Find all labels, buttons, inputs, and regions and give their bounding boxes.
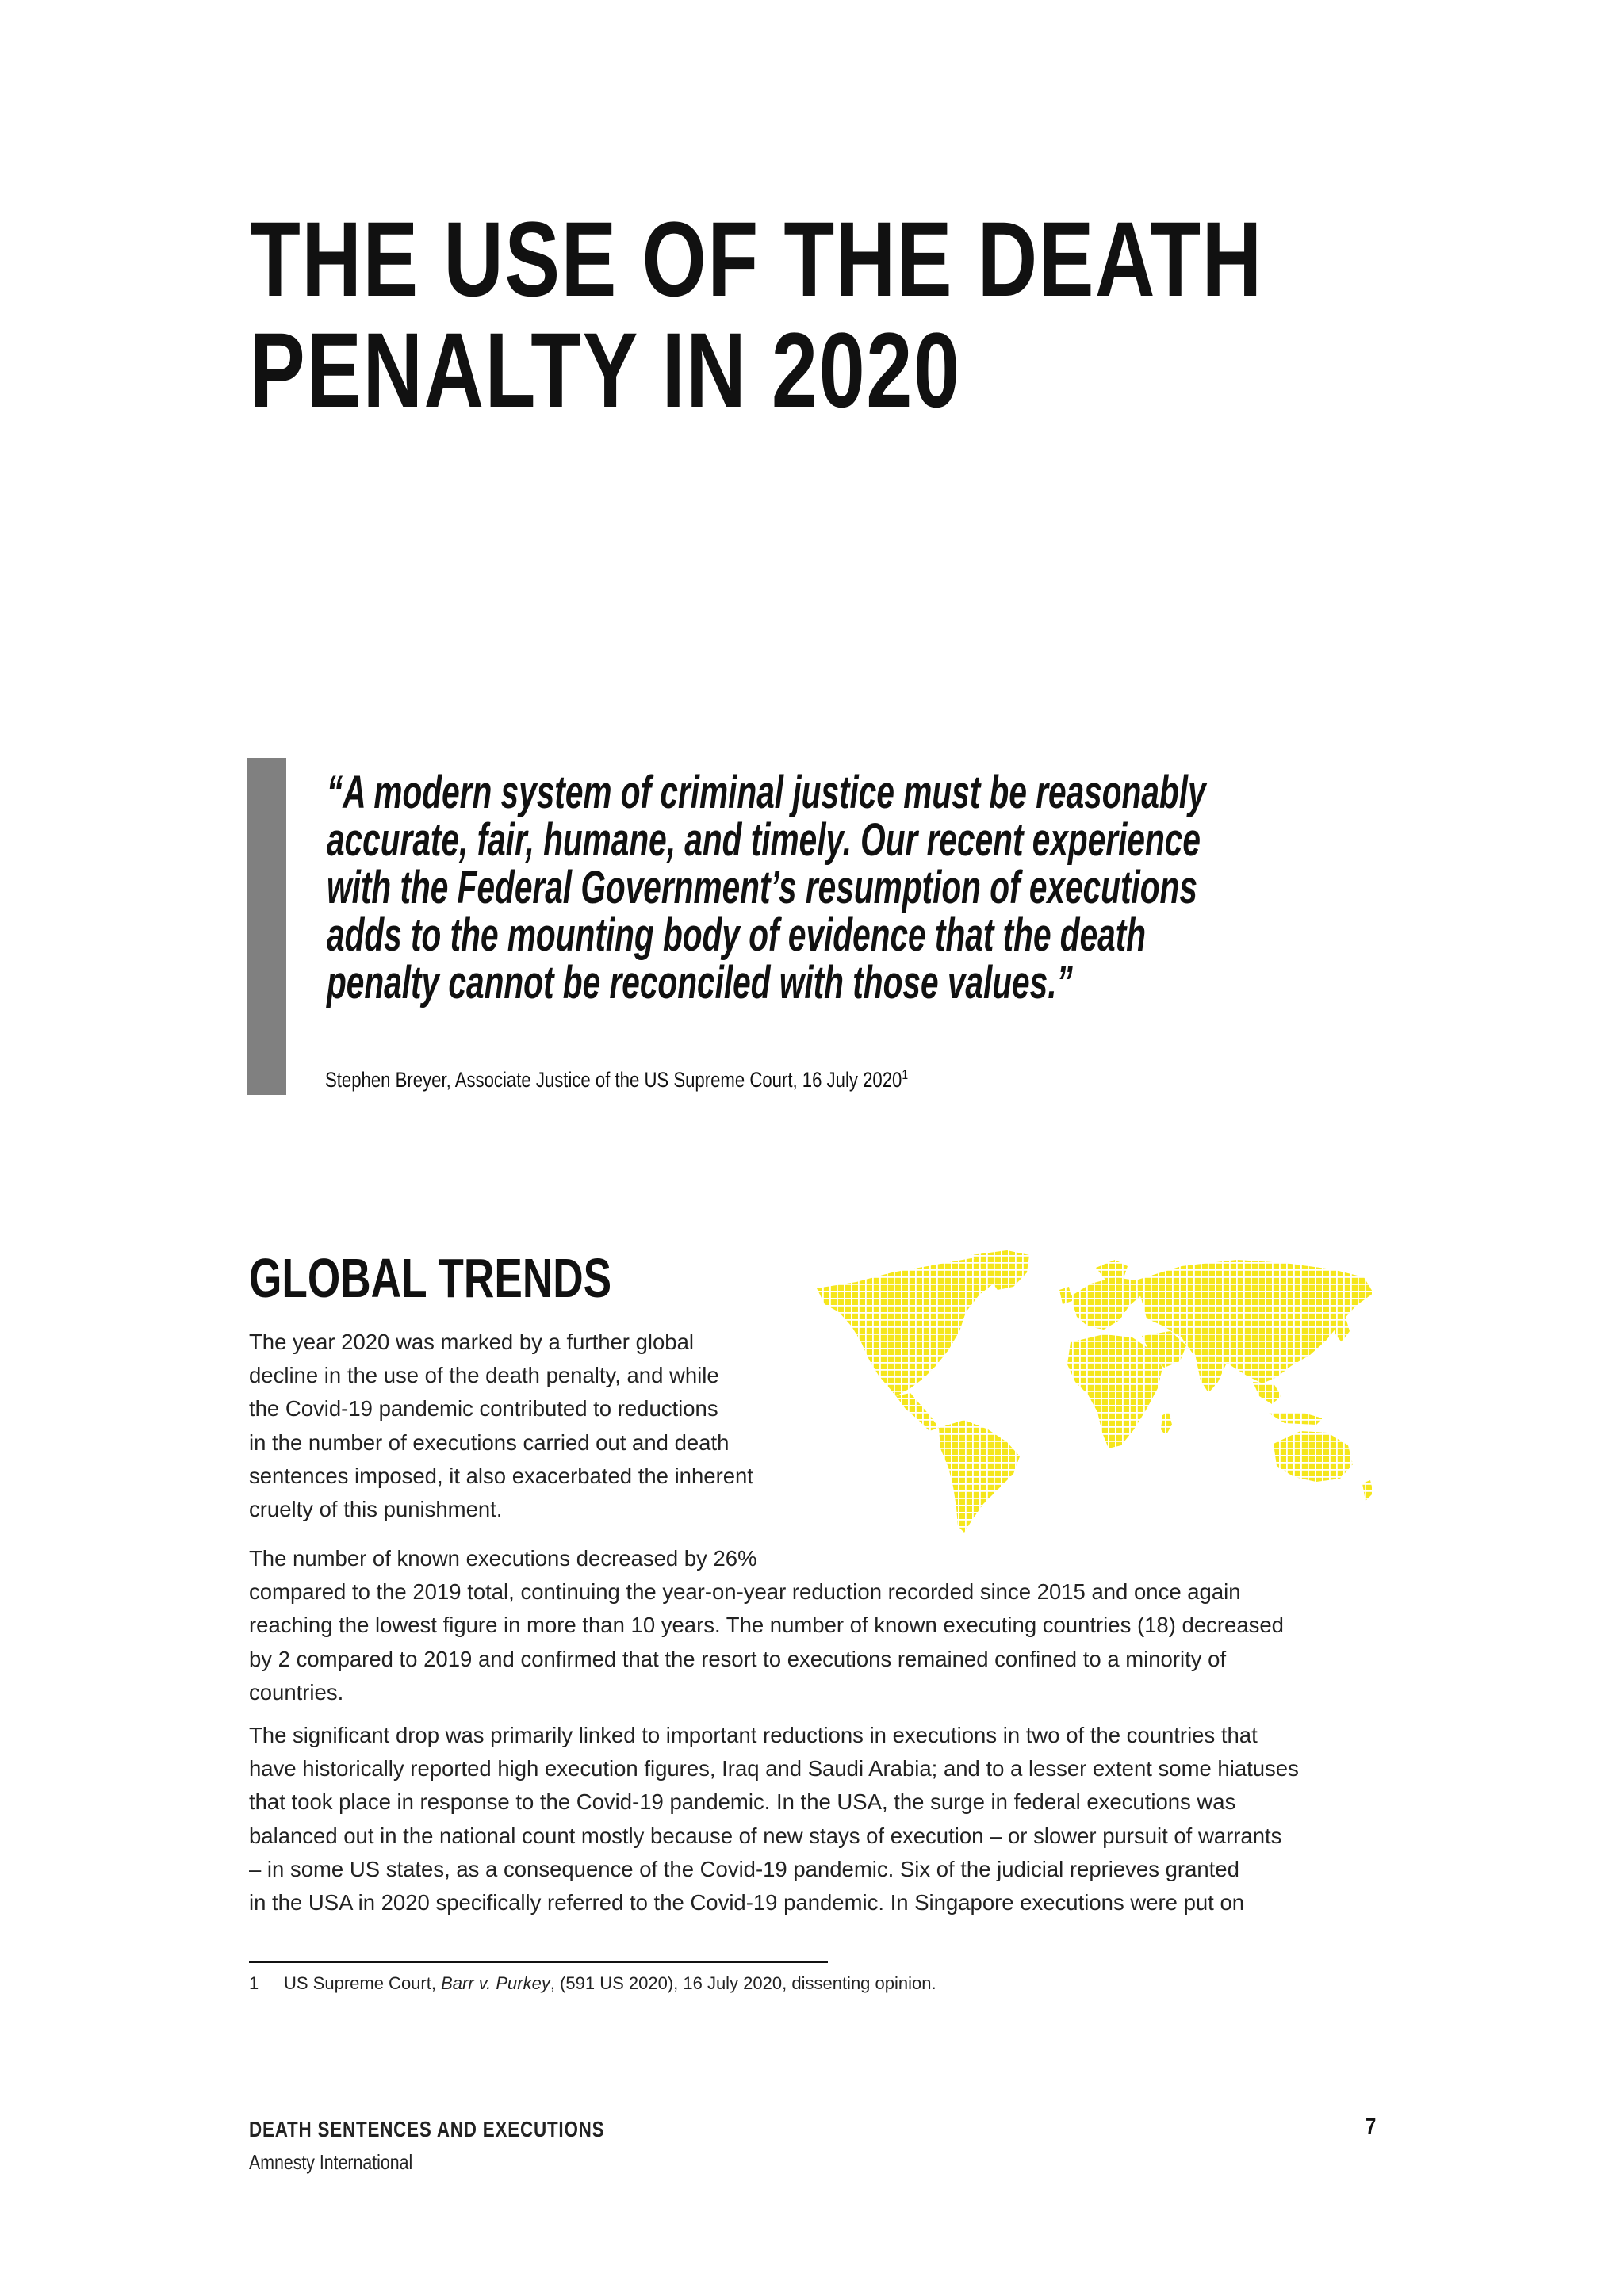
page-number: 7	[1365, 2114, 1377, 2140]
body-paragraph	[249, 1719, 1375, 1919]
paragraph-line: – in some US states, as a consequence of the Covid-19 pandemic. Six of the judicial reprieves granted	[249, 1856, 1239, 1881]
quote-attribution-text: Stephen Breyer, Associate Justice of the US Supreme Court, 16 July 2020	[325, 1068, 902, 1092]
quote-line: with the Federal Government’s resumption of executions	[327, 862, 1197, 913]
page-title-line: PENALTY IN 2020	[250, 312, 961, 430]
paragraph-line: have historically reported high execution figures, Iraq and Saudi Arabia; and to a lesser extent some hiatuses	[249, 1756, 1299, 1781]
paragraph-line: sentences imposed, it also exacerbated the inherent	[249, 1463, 753, 1488]
footnote-divider	[249, 1961, 828, 1963]
page-title	[250, 201, 1263, 430]
footnote-text-end: , (591 US 2020), 16 July 2020, dissenting opinion.	[550, 1973, 936, 1993]
pull-quote	[327, 769, 1437, 1007]
footnote-text: US Supreme Court,	[284, 1973, 442, 1993]
quote-line: accurate, fair, humane, and timely. Our recent experience	[327, 814, 1201, 866]
footnote-reference[interactable]: 1	[902, 1067, 909, 1082]
paragraph-line: The significant drop was primarily linked to important reductions in executions in two of the countries that	[249, 1723, 1258, 1747]
quote-line: adds to the mounting body of evidence that the death	[327, 909, 1147, 961]
world-map-icon	[809, 1249, 1380, 1534]
paragraph-line: The number of known executions decreased by 26%	[249, 1546, 757, 1571]
paragraph-line: in the USA in 2020 specifically referred to the Covid-19 pandemic. In Singapore executions were put on	[249, 1890, 1245, 1915]
paragraph-line: cruelty of this punishment.	[249, 1497, 503, 1522]
paragraph-line: The year 2020 was marked by a further global	[249, 1330, 694, 1354]
footer-report-title: DEATH SENTENCES AND EXECUTIONS	[249, 2117, 605, 2141]
footnote	[249, 1973, 1280, 1995]
footnote-number: 1	[249, 1973, 259, 1993]
quote-line: penalty cannot be reconciled with those values.”	[327, 957, 1073, 1008]
body-paragraph	[249, 1542, 1375, 1709]
paragraph-line: in the number of executions carried out and death	[249, 1429, 730, 1455]
footnote-case-name: Barr v. Purkey	[441, 1973, 550, 1993]
page-title-line: THE USE OF THE DEATH	[250, 201, 1263, 319]
paragraph-line: by 2 compared to 2019 and confirmed that the resort to executions remained confined to a minority of	[249, 1646, 1227, 1671]
quote-accent-bar	[247, 758, 286, 1095]
paragraph-line: balanced out in the national count mostly because of new stays of execution – or slower pursuit of warrants	[249, 1823, 1282, 1848]
paragraph-line: that took place in response to the Covid-19 pandemic. In the USA, the surge in federal executions was	[249, 1789, 1236, 1815]
paragraph-line: reaching the lowest figure in more than 10 years. The number of known executing countries (18) decreased	[249, 1613, 1284, 1638]
quote-line: “A modern system of criminal justice must be reasonably	[327, 767, 1206, 818]
body-paragraph	[249, 1326, 820, 1526]
quote-attribution	[325, 1067, 1105, 1093]
paragraph-line: decline in the use of the death penalty, and while	[249, 1363, 719, 1388]
footer-organization: Amnesty International	[249, 2150, 413, 2174]
paragraph-line: the Covid-19 pandemic contributed to reductions	[249, 1396, 718, 1422]
paragraph-line: compared to the 2019 total, continuing the year-on-year reduction recorded since 2015 and once again	[249, 1579, 1241, 1605]
section-title: GLOBAL TRENDS	[249, 1247, 612, 1309]
paragraph-line: countries.	[249, 1679, 344, 1705]
